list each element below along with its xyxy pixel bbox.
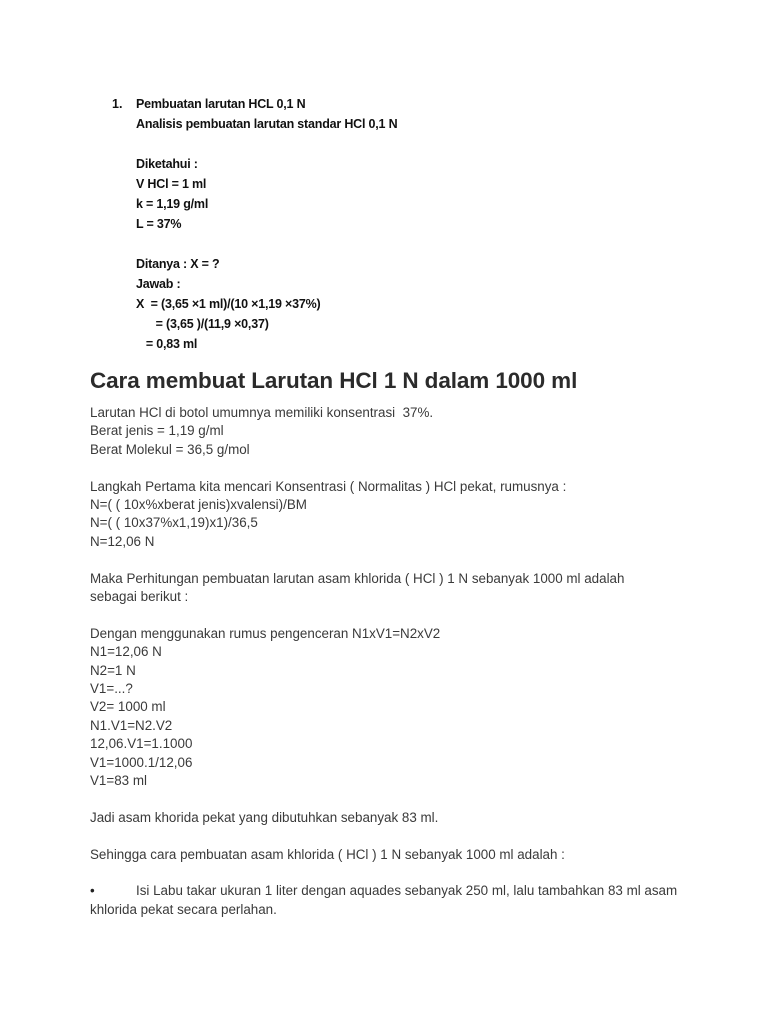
text-line: N2=1 N bbox=[90, 662, 136, 678]
text-line: N=12,06 N bbox=[90, 533, 155, 549]
text-line: N1=12,06 N bbox=[90, 644, 162, 660]
numbered-line: k = 1,19 g/ml bbox=[136, 197, 209, 211]
list-number: 1. bbox=[112, 97, 123, 111]
numbered-line: Ditanya : X = ? bbox=[136, 257, 220, 271]
text-line: 12,06.V1=1.1000 bbox=[90, 736, 193, 752]
numbered-line: Jawab : bbox=[136, 277, 181, 291]
text-line: sebagai berikut : bbox=[90, 589, 189, 605]
numbered-line: Pembuatan larutan HCL 0,1 N bbox=[136, 97, 306, 111]
bullet-list-item bbox=[90, 882, 690, 919]
text-line: V1=1000.1/12,06 bbox=[90, 754, 193, 770]
text-line: Sehingga cara pembuatan asam khlorida ( HCl ) 1 N sebanyak 1000 ml adalah : bbox=[90, 846, 565, 862]
numbered-content bbox=[136, 94, 696, 354]
text-line: N=( ( 10x37%x1,19)x1)/36,5 bbox=[90, 515, 258, 531]
numbered-line: = 0,83 ml bbox=[136, 337, 198, 351]
blank-line bbox=[90, 606, 690, 624]
blank-line bbox=[90, 790, 690, 808]
text-line: Berat Molekul = 36,5 g/mol bbox=[90, 441, 250, 457]
text-line: Larutan HCl di botol umumnya memiliki konsentrasi 37%. bbox=[90, 405, 434, 420]
blank-line bbox=[90, 827, 690, 845]
numbered-line: = (3,65 )/(11,9 ×0,37) bbox=[136, 317, 269, 331]
text-line: V2= 1000 ml bbox=[90, 699, 166, 715]
numbered-line: Diketahui : bbox=[136, 157, 198, 171]
paragraph-block bbox=[90, 404, 690, 882]
blank-line bbox=[136, 134, 696, 154]
blank-line bbox=[90, 551, 690, 569]
text-line: V1=...? bbox=[90, 681, 133, 697]
blank-line bbox=[90, 864, 690, 882]
article-body bbox=[90, 404, 690, 919]
bullet-text: Isi Labu takar ukuran 1 liter dengan aquades sebanyak 250 ml, lalu tambahkan 83 ml asam khlorida pekat secara perlahan. bbox=[90, 883, 678, 917]
numbered-line: Analisis pembuatan larutan standar HCl 0,1 N bbox=[136, 117, 398, 131]
blank-line bbox=[136, 234, 696, 254]
text-line: N=( ( 10x%xberat jenis)xvalensi)/BM bbox=[90, 497, 307, 513]
text-line: Maka Perhitungan pembuatan larutan asam khlorida ( HCl ) 1 N sebanyak 1000 ml adalah bbox=[90, 570, 625, 586]
section-heading: Cara membuat Larutan HCl 1 N dalam 1000 ml bbox=[90, 368, 578, 393]
text-line: Berat jenis = 1,19 g/ml bbox=[90, 423, 224, 439]
blank-line bbox=[90, 459, 690, 477]
numbered-line: L = 37% bbox=[136, 217, 182, 231]
text-line: Jadi asam khorida pekat yang dibutuhkan sebanyak 83 ml. bbox=[90, 809, 439, 825]
numbered-line: V HCl = 1 ml bbox=[136, 177, 207, 191]
text-line: N1.V1=N2.V2 bbox=[90, 717, 173, 733]
bullet-icon: • bbox=[90, 883, 95, 899]
numbered-line: X = (3,65 ×1 ml)/(10 ×1,19 ×37%) bbox=[136, 297, 321, 311]
text-line: Langkah Pertama kita mencari Konsentrasi ( Normalitas ) HCl pekat, rumusnya : bbox=[90, 478, 567, 494]
text-line: V1=83 ml bbox=[90, 773, 147, 789]
text-line: Dengan menggunakan rumus pengenceran N1xV1=N2xV2 bbox=[90, 625, 441, 641]
